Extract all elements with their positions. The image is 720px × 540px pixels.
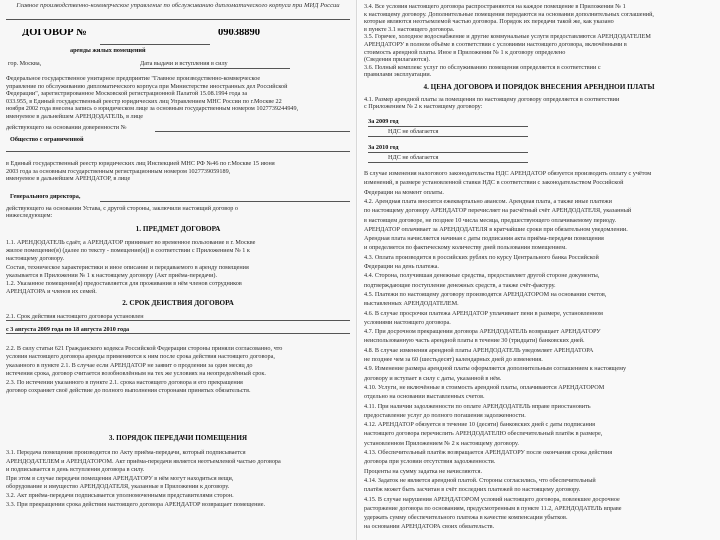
vat-2010-underline (368, 162, 528, 163)
text-line: 3.1. Передача помещения производится по Акту приёма-передачи, который подписывается (6, 449, 246, 456)
vat-2009-underline (368, 136, 528, 137)
text-line: условия настоящего договора аренды применяются к ним после срока действия настоящего договора, (6, 353, 275, 361)
acting-underline (155, 131, 350, 132)
text-line: 4.7. При досрочном прекращении договора АРЕНДОДАТЕЛЬ возвращает АРЕНДАТОРУ (364, 328, 601, 336)
rent-clause: 4.1. Размер арендной платы за помещения по настоящему договору определяется в соответствии (364, 96, 620, 103)
term-dates: с 3 августа 2009 года по 18 августа 2010 года (6, 326, 130, 333)
director-underline (100, 201, 350, 202)
text-line: указанного в пункте 2.1. В случае если АРЕНДАТОР не заявит о продлении за один месяц до (6, 361, 253, 369)
contract-subtitle: аренды жилых помещений (70, 47, 146, 54)
text-line: указывается в Приложении № 1 к настоящему договору (Акт приёма-передачи). (6, 271, 218, 279)
text-line: расторжение договора по основаниям, предусмотренным в пункте 11.2, АРЕНДОДАТЕЛЬ вправе (364, 504, 622, 512)
text-line: 4.10. Услуги, не включённые в стоимость арендной платы, оплачиваются АРЕНДАТОРОМ (364, 383, 605, 391)
text-line: удержать сумму обеспечительного платежа в качестве компенсации убытков. (364, 514, 568, 522)
text-line: 4.3. Оплата производится в российских рублях по курсу Центрального банка Российской (364, 253, 599, 261)
text-line: АРЕНДАТОРА и членов их семей. (6, 288, 97, 296)
text-line: истечения срока, договор считается возобновлённым на тех же условиях на неопределённый срок. (6, 370, 266, 378)
text-line: предоставление услуг до полного погашения задолженности. (364, 411, 526, 419)
text-line: 4.9. Изменение размера арендной платы оформляется дополнительным соглашением к настоящему (364, 365, 627, 373)
text-line: в настоящем договоре, не позднее 10 числа месяца, предшествующего оплачиваемому периоду. (364, 216, 617, 224)
text-line: 2.2. В силу статьи 621 Гражданского кодекса Российской Федерации стороны приняли согласованно, что (6, 345, 283, 352)
director-basis-end: нижеследующем: (6, 212, 53, 219)
section-3-title: 3. ПОРЯДОК ПЕРЕДАЧИ ПОМЕЩЕНИЯ (108, 435, 248, 442)
header-rule (6, 19, 350, 20)
text-line: 3.6. Полный комплекс услуг по обслуживанию помещения определяется в соответствии с (364, 63, 601, 71)
rent-clause-end: с Приложением № 2 к настоящему договору: (364, 103, 483, 110)
text-line: Федерации", зарегистрированное Московской регистрационной Палатой 15.08.1994 года за (6, 90, 248, 98)
text-line: 2.3. По истечении указанного в пункте 2.1. срока настоящего договора и его прекращения (6, 378, 243, 386)
text-line: платёж может быть засчитан в счёт последних платежей по настоящему договору. (364, 486, 581, 494)
issuer-header: Главное производственно-коммерческое управление по обслуживанию дипломатического корпуса при МИД России (16, 2, 340, 9)
text-line: Федеральное государственное унитарное предприятие "Главное производственно-коммерческое (6, 75, 261, 82)
text-line: АРЕНДОДАТЕЛЕМ и АРЕНДАТОРОМ. Акт приёма-передачи является неотъемлемой частью договора (6, 457, 281, 465)
text-line: Арендная плата начисляется начиная с даты подписания акта приёма-передачи помещения (364, 235, 604, 243)
number-underline (100, 44, 210, 45)
text-line: 4.11. При наличии задолженности по оплате АРЕНДОДАТЕЛЬ вправе приостановить (364, 402, 591, 410)
text-line: АРЕНДАТОР оплачивает за АРЕНДОДАТЕЛЯ в кратчайшие сроки при обязательном уведомлении. (364, 225, 628, 233)
text-line: В случае изменения налогового законодательства НДС АРЕНДАТОР обязуется производить оплату с учётом (364, 170, 652, 177)
text-line: в Единый государственный реестр юридических лиц Инспекцией МНС РФ №46 по г.Москве 15 июня (6, 160, 275, 167)
rent-2009-underline (368, 126, 528, 127)
text-line: условиями настоящего договора. (364, 318, 451, 326)
text-line: настоящего договора перечислить АРЕНДОДАТЕЛЮ обеспечительный платёж в размере, (364, 430, 603, 438)
text-line: и подписывается в день вступления договора в силу. (6, 466, 145, 474)
text-line: 4.4. Сторона, получившая денежные средства, предоставляет другой стороне документы, (364, 272, 600, 280)
vat-note-2010: НДС не облагается (388, 154, 439, 161)
term-underline (6, 320, 350, 321)
contract-date-note: Дата выдачи и вступления в силу (140, 60, 228, 67)
text-line: и определяется по фактическому количеству дней пользования помещением. (364, 244, 567, 252)
contract-number: 09038890 (218, 29, 260, 37)
text-line: установленном Приложением № 2 к настоящему договору. (364, 439, 519, 447)
tenant-underline (6, 151, 350, 152)
text-line: 4.6. В случае просрочки платежа АРЕНДАТОР уплачивает пени в размере, установленном (364, 309, 603, 317)
text-line: 3.4. Все условия настоящего договора распространяются на каждое помещение в Приложении № 1 (364, 3, 626, 10)
text-line: 4.15. В случае нарушения АРЕНДАТОРОМ условий настоящего договора, повлекшее досрочное (364, 495, 620, 503)
text-line: 4.8. В случае изменения арендной платы АРЕНДОДАТЕЛЬ уведомляет АРЕНДАТОРА (364, 346, 594, 354)
rent-2010-underline (368, 152, 528, 153)
text-line: не позднее чем за 60 (шестьдесят) календарных дней до изменения. (364, 356, 543, 363)
text-line: отдельно на основании выставленных счетов. (364, 393, 485, 401)
text-line: подтверждающие поступление денежных средств, а также счёт-фактуру. (364, 281, 556, 289)
text-line: 4.2. Арендная плата вносится ежеквартально авансом. Арендная плата, а также иные платежи (364, 197, 612, 205)
vat-note-2009: НДС не облагается (388, 128, 439, 135)
text-line: Федерации на день платежа. (364, 263, 439, 270)
contract-title: ДОГОВОР № (22, 29, 87, 37)
text-line: Федерации на момент оплаты. (364, 188, 444, 196)
text-line: договор сохраняет своё действие до полного выполнения сторонами принятых обязательств. (6, 387, 251, 394)
section-4-title: 4. ЦЕНА ДОГОВОРА И ПОРЯДОК ВНЕСЕНИЯ АРЕНДНОЙ ПЛАТЫ (423, 84, 655, 91)
rent-year-2010: За 2010 год (368, 144, 399, 151)
text-line: изменений, в размере установленной ставки НДС в соответствии с законодательством Российской (364, 179, 624, 187)
dates-underline (6, 333, 350, 334)
text-line: выставленных АРЕНДОДАТЕЛЕМ. (364, 300, 459, 308)
text-line: 2003 года за основным государственным регистрационным номером 1027739059189, (6, 167, 231, 175)
contract-page-2 (358, 0, 720, 540)
text-line: неиспользованную часть арендной платы в течение 30 (тридцати) банковских дней. (364, 337, 585, 345)
text-line: управление по обслуживанию дипломатического корпуса при Министерстве иностранных дел Российской (6, 82, 288, 90)
director-basis: действующего на основании Устава, с другой стороны, заключили настоящий договор о (6, 205, 239, 212)
text-line: Состав, техническое характеристики и иное описание и передаваемого в аренду помещения (6, 263, 249, 271)
text-line: (Сведения прилагаются). (364, 56, 431, 64)
text-line: на основании АРЕНДАТОРА своих обязательств. (364, 523, 495, 531)
section-2-title: 2. СРОК ДЕЙСТВИЯ ДОГОВОРА (122, 300, 234, 307)
text-line: 3.5. Горячее, холодное водоснабжение и другие коммунальные услуги предоставляются АРЕНДОДАТЕЛЕМ (364, 33, 651, 41)
section-1-title: 1. ПРЕДМЕТ ДОГОВОРА (135, 226, 221, 233)
text-line: оборудование и имущество АРЕНДОДАТЕЛЯ, указанные в Приложении к договору. (6, 483, 230, 491)
text-line: АРЕНДАТОРУ в полном объёме в соответствии с условиями настоящего договора, включёнными в (364, 41, 627, 48)
text-line: договора при условии отсутствия задолженности. (364, 458, 496, 466)
contract-page-1 (0, 0, 357, 540)
text-line: 4.13. Обеспечительный платёж возвращается АРЕНДАТОРУ после окончания срока действия (364, 449, 613, 456)
text-line: 1.2. Указанное помещение(я) предоставляется для проживания в нём членов сотрудников (6, 280, 242, 287)
text-line: в пункте 3.1 настоящего договора. (364, 25, 455, 33)
rent-year-2009: За 2009 год (368, 118, 399, 125)
tenant-heading: Общество с ограниченной (10, 136, 84, 143)
text-line: 4.5. Платежи по настоящему договору производятся АРЕНДАТОРОМ на основании счетов, (364, 290, 607, 298)
text-line: 033.955, в Единый государственный реестр юридических лиц Управлением МНС России по г.Москве 22 (6, 97, 282, 105)
text-line: жилое помещение(я) (далее по тексту - помещение(я)) в соответствии с Приложением № 1 к (6, 247, 250, 255)
director-title: Генерального директора, (10, 193, 81, 200)
text-line: к настоящему договору. Дополнительные помещения передаются на основании дополнительных соглашений, (364, 10, 654, 18)
text-line: договору и вступает в силу с даты, указанной в нём. (364, 374, 502, 382)
text-line: 4.14. Задаток не является арендной платой. Стороны согласились, что обеспечительный (364, 476, 596, 484)
text-line: 3.3. При прекращении срока действия настоящего договора АРЕНДАТОР возвращает помещение. (6, 500, 266, 508)
text-line: которые являются неотъемлемой частью договора. Порядок их передачи такой же, как указано (364, 18, 614, 26)
text-line: 3.2. Акт приёма-передачи подписывается уполномоченными представителями сторон. (6, 492, 234, 499)
date-underline (140, 68, 290, 69)
text-line: При этом в случае передачи помещения АРЕНДАТОРУ в нём могут находиться вещи, (6, 474, 234, 482)
contract-city: гор. Москва, (8, 60, 42, 67)
text-line: стоимость арендной платы. Иное в Приложении № 1 к договору определено (364, 48, 566, 56)
text-line: 1.1. АРЕНДОДАТЕЛЬ сдаёт, а АРЕНДАТОР принимает во временное пользование в г. Москве (6, 239, 256, 246)
acting-basis: действующего на основании доверенности № (6, 124, 127, 131)
text-line: правилами эксплуатации. (364, 71, 432, 79)
text-line: именуемое в дальнейшем АРЕНДОДАТЕЛЬ, в лице (6, 113, 144, 120)
text-line: ноября 2002 года внесена запись о юридическом лице за основным государственным номером 1027739244949, (6, 105, 299, 113)
term-clause: 2.1. Срок действия настоящего договора установлен (6, 313, 144, 320)
text-line: настоящему договору. (6, 255, 65, 263)
text-line: именуемое в дальнейшем АРЕНДАТОР, в лице (6, 175, 131, 183)
text-line: Проценты на сумму задатка не начисляются. (364, 467, 482, 475)
text-line: по настоящему договору АРЕНДАТОР перечисляет на расчётный счёт АРЕНДОДАТЕЛЯ, указанный (364, 207, 632, 215)
text-line: 4.12. АРЕНДАТОР обязуется в течение 10 (десяти) банковских дней с даты подписания (364, 421, 596, 429)
